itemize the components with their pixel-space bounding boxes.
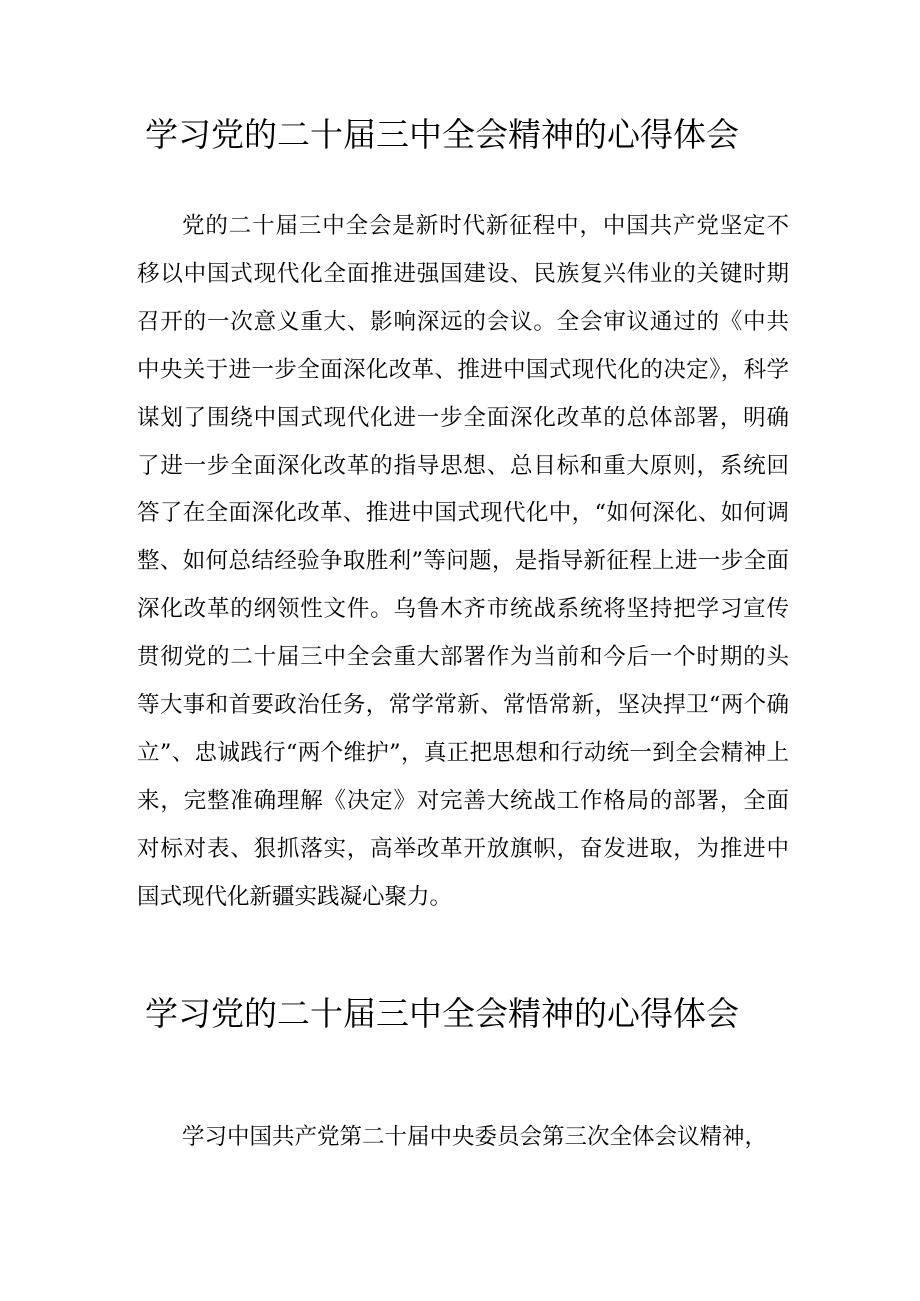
section-2-title: 学习党的二十届三中全会精神的心得体会 [145, 994, 739, 1033]
section-1-title: 学习党的二十届三中全会精神的心得体会 [145, 115, 739, 154]
section-1-paragraph: 党的二十届三中全会是新时代新征程中，中国共产党坚定不移以中国式现代化全面推进强国建设、民族复兴伟业的关键时期召开的一次意义重大、影响深远的会议。全会审议通过的《中共中央关于进一步全面深化改革、推进中国式现代化的决定》，科学谋划了围绕中国式现代化进一步全面深化改革的总体部署，明确了进一步全面深化改革的指导思想、总目标和重大原则，系统回答了在全面深化改革、推进中国式现代化中，“如何深化、如何调整、如何总结经验争取胜利”等问题，是指导新征程上进一步全面深化改革的纲领性文件。乌鲁木齐市统战系统将坚持把学习宣传贯彻党的二十届三中全会重大部署作为当前和今后一个时期的头等大事和首要政治任务，常学常新、常悟常新，坚决捍卫“两个确立”、忠诚践行“两个维护”，真正把思想和行动统一到全会精神上来，完整准确理解《决定》对完善大统战工作格局的部署，全面对标对表、狠抓落实，高举改革开放旗帜，奋发进取，为推进中国式现代化新疆实践凝心聚力。 [137, 213, 789, 910]
section-2-paragraph: 学习中国共产党第二十届中央委员会第三次全体会议精神， [182, 1124, 768, 1150]
